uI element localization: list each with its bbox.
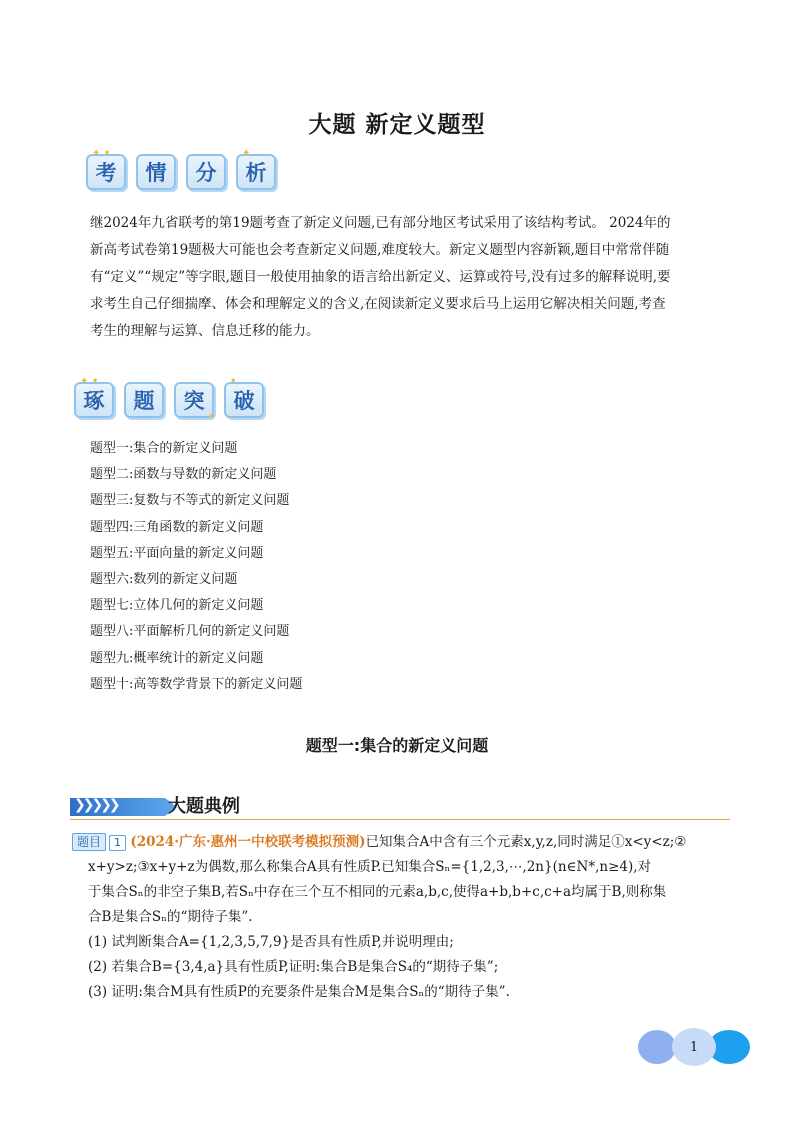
page-number-badge (672, 1028, 716, 1066)
page-number-decor-left (638, 1030, 676, 1064)
header-tile: ✦ • 考 (86, 154, 126, 190)
page-number: 1 (689, 1039, 699, 1055)
banner-underline (70, 819, 730, 820)
problem-line: 合B是集合Sₙ的“期待子集”. (88, 909, 253, 925)
analysis-line: 考生的理解与运算、信息迁移的能力。 (90, 323, 320, 339)
problem-line: 于集合Sₙ的非空子集B,若Sₙ中存在三个互不相同的元素a,b,c,使得a+b,b+c,c+a均属于B,则称集 (88, 884, 667, 900)
problem-question: (3) 证明:集合M具有性质P的充要条件是集合M是集合Sₙ的“期待子集”. (88, 984, 510, 1000)
topic-item: 题型八:平面解析几何的新定义问题 (90, 624, 290, 640)
topic-item: 题型九:概率统计的新定义问题 (90, 650, 264, 666)
header-tile: 分 (186, 154, 226, 190)
chevron-right-icon: ❯❯❯❯❯ (74, 797, 118, 813)
topic-item: 题型一:集合的新定义问题 (90, 441, 238, 456)
analysis-line: 求考生自己仔细揣摩、体会和理解定义的含义,在阅读新定义要求后马上运用它解决相关问题,考查 (90, 296, 666, 312)
analysis-line: 新高考试卷第19题极大可能也会考查新定义问题,难度较大。新定义题型内容新颖,题目中常常伴随 (90, 242, 670, 258)
sparkle-icon: ✦ (242, 148, 251, 159)
problem-number: 1 (109, 835, 126, 851)
problem-tag: 题目 (72, 833, 106, 851)
header-tile: 突 ✦ (174, 382, 214, 418)
sparkle-icon: ✦ • (92, 148, 111, 159)
banner-label: 大题典例 (168, 796, 240, 817)
page-title: 大题 新定义题型 (308, 112, 486, 138)
problem-text: 已知集合A中含有三个元素x,y,z,同时满足①x<y<z;② (365, 834, 687, 850)
problem-line (72, 830, 732, 855)
sparkle-icon: ✦ • (80, 376, 99, 387)
topic-item: 题型十:高等数学背景下的新定义问题 (90, 676, 303, 692)
topic-item: 题型五:平面向量的新定义问题 (90, 545, 264, 561)
analysis-paragraph (90, 210, 730, 345)
analysis-header (86, 148, 276, 190)
problem-source: (2024·广东·惠州一中校联考模拟预测) (130, 834, 366, 850)
problem-block (72, 830, 732, 1005)
topic-item: 题型三:复数与不等式的新定义问题 (90, 493, 290, 509)
header-tile: 题 (124, 382, 164, 418)
header-tile: ✦ 析 (236, 154, 276, 190)
header-tile: ✦ • 琢 (74, 382, 114, 418)
topic-item: 题型二:函数与导数的新定义问题 (90, 467, 277, 483)
problem-line: x+y>z;③x+y+z为偶数,那么称集合A具有性质P.已知集合Sₙ={1,2,3,⋯,2n}(n∈N*,n≥4),对 (88, 859, 652, 875)
sparkle-icon: ✦ (208, 412, 216, 422)
sparkle-icon: • (230, 376, 237, 387)
header-tile: • 破 (224, 382, 264, 418)
analysis-line: 有“定义”“规定”等字眼,题目一般使用抽象的语言给出新定义、运算或符号,没有过多的解释说明,要 (90, 269, 671, 285)
problem-question: (2) 若集合B={3,4,a}具有性质P,证明:集合B是集合S₄的“期待子集”; (88, 959, 499, 975)
problem-question: (1) 试判断集合A={1,2,3,5,7,9}是否具有性质P,并说明理由; (88, 934, 454, 950)
topic-item: 题型四:三角函数的新定义问题 (90, 519, 264, 535)
analysis-line: 继2024年九省联考的第19题考查了新定义问题,已有部分地区考试采用了该结构考试。 2024年的 (90, 215, 671, 231)
section-title: 题型一:集合的新定义问题 (305, 736, 489, 755)
header-tile: 情 (136, 154, 176, 190)
topic-item: 题型六:数列的新定义问题 (90, 572, 238, 588)
practice-header (74, 376, 264, 422)
example-banner (70, 792, 730, 822)
topic-list (90, 436, 302, 698)
topic-item: 题型七:立体几何的新定义问题 (90, 598, 264, 614)
